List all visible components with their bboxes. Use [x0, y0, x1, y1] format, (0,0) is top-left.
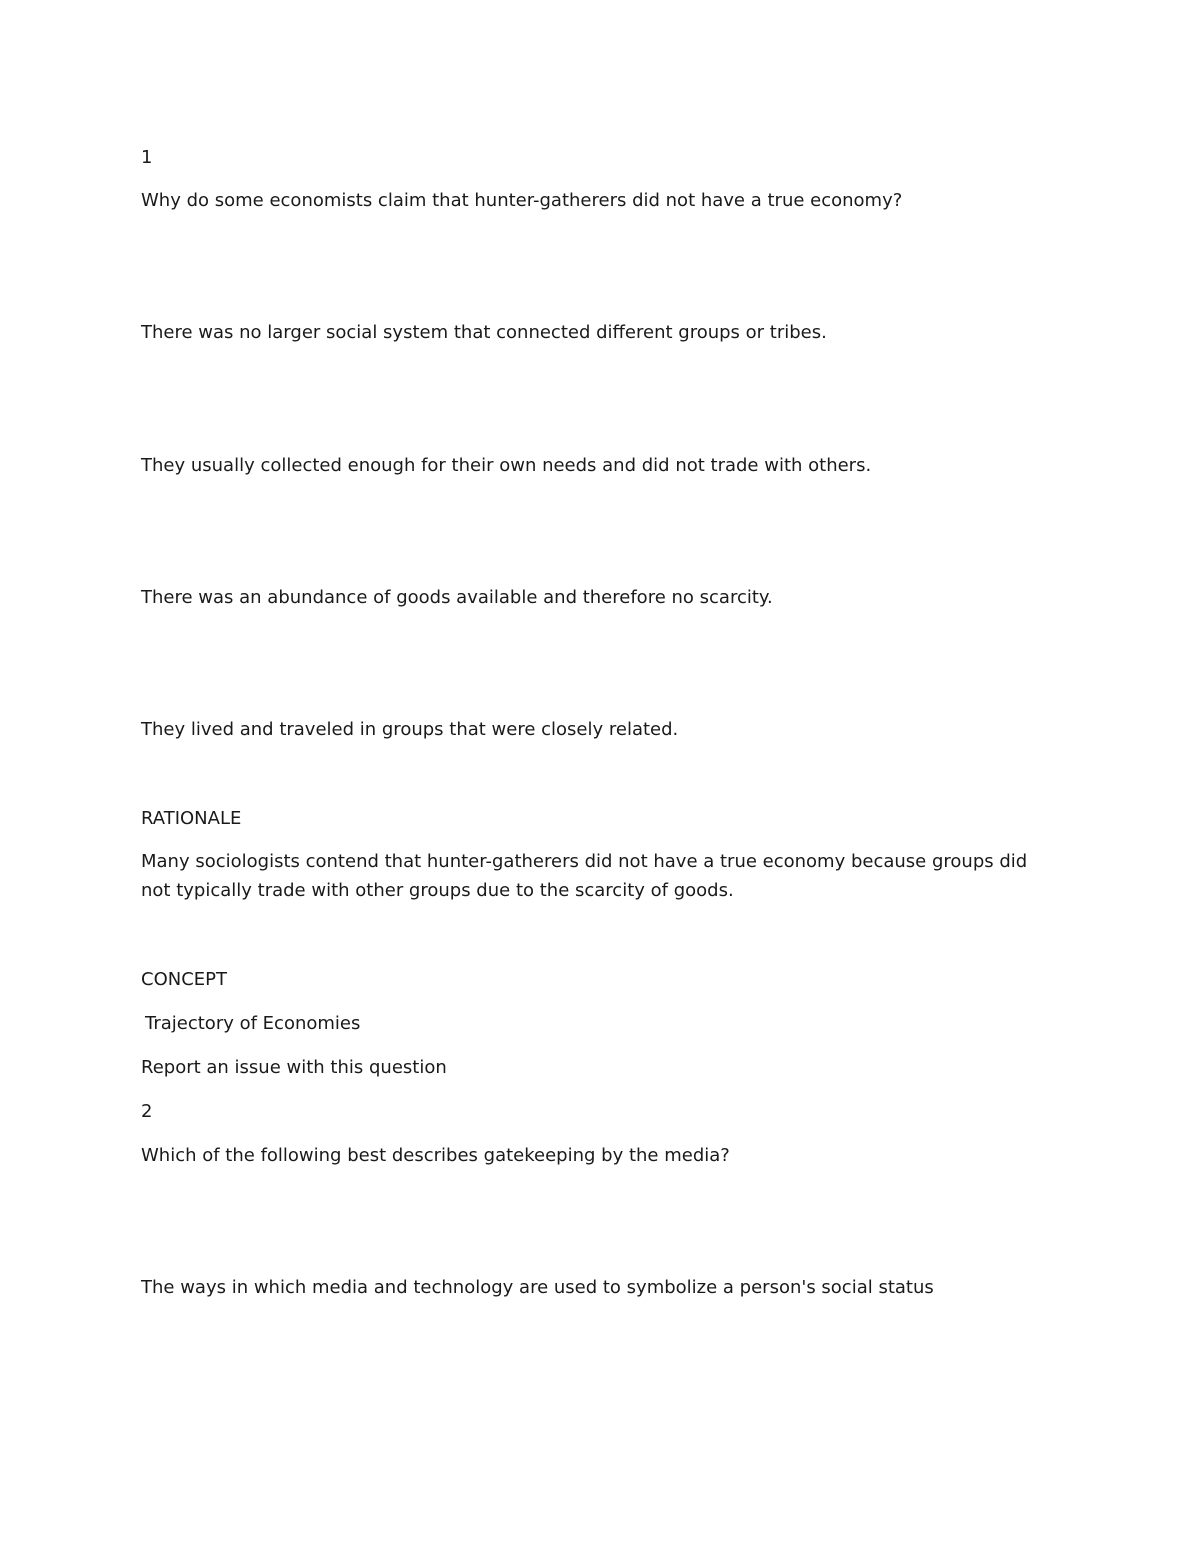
question-number: 1	[141, 147, 153, 168]
question-text: Which of the following best describes gatekeeping by the media?	[141, 1145, 730, 1166]
rationale-heading: RATIONALE	[141, 808, 242, 829]
concept-heading: CONCEPT	[141, 969, 227, 990]
report-issue-link[interactable]: Report an issue with this question	[141, 1057, 447, 1078]
answer-option[interactable]: They lived and traveled in groups that were closely related.	[141, 719, 679, 740]
rationale-text: Many sociologists contend that hunter-gatherers did not have a true economy because groups did not typically trade with other groups due to the scarcity of goods.	[141, 851, 1028, 901]
answer-option[interactable]: There was no larger social system that connected different groups or tribes.	[141, 322, 827, 343]
answer-option[interactable]: They usually collected enough for their own needs and did not trade with others.	[141, 455, 872, 476]
question-number: 2	[141, 1101, 153, 1122]
question-text: Why do some economists claim that hunter-gatherers did not have a true economy?	[141, 190, 903, 211]
answer-option[interactable]: The ways in which media and technology are used to symbolize a person's social status	[141, 1277, 934, 1298]
concept-value: Trajectory of Economies	[145, 1013, 361, 1034]
answer-option[interactable]: There was an abundance of goods available and therefore no scarcity.	[141, 587, 773, 608]
